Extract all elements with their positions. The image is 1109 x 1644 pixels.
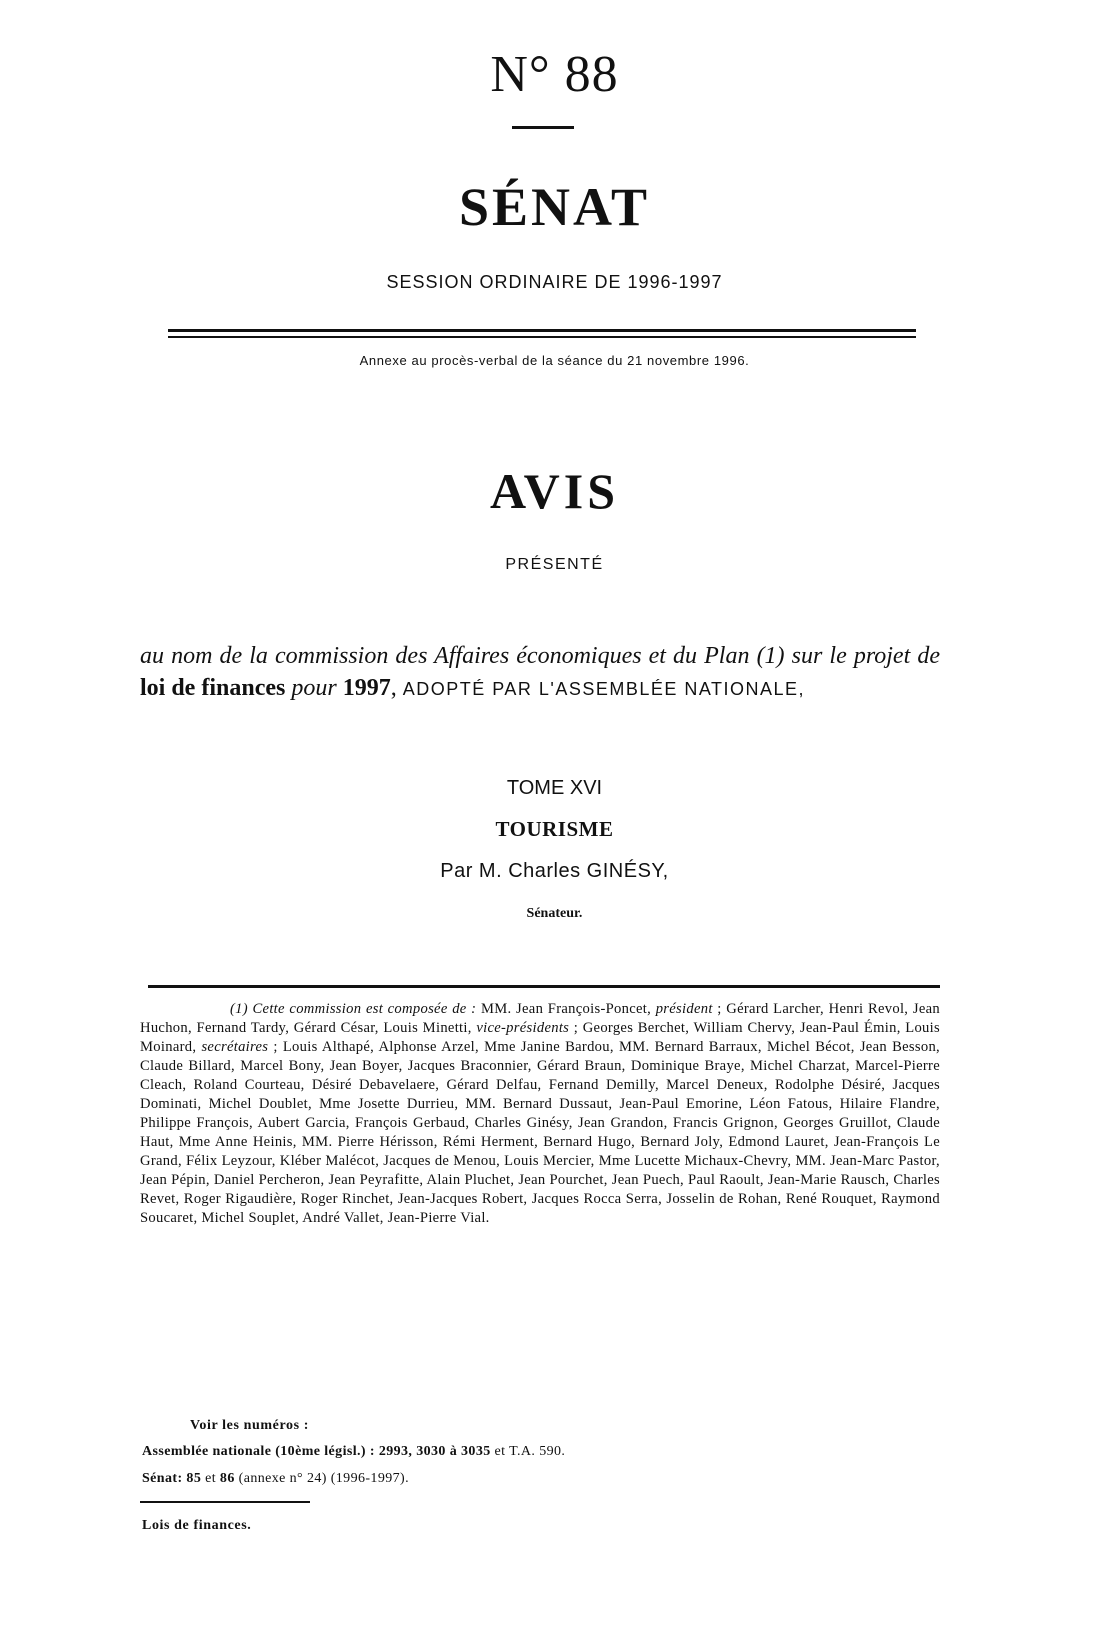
footnote-role: président — [655, 1001, 713, 1017]
reference-assemblee-ta: T.A. 590. — [505, 1444, 566, 1459]
references-label: Voir les numéros : — [190, 1418, 310, 1433]
reference-senat — [142, 1471, 409, 1487]
session-line: SESSION ORDINAIRE DE 1996-1997 — [386, 272, 723, 292]
reference-assemblee-numbers: 2993, 3030 à 3035 — [374, 1444, 495, 1459]
reference-assemblee-and: et — [494, 1444, 506, 1459]
intro-text: au nom de la commission des Affaires économiques et du Plan (1) sur le projet de — [140, 643, 940, 669]
divider-references — [140, 1501, 310, 1503]
intro-text-for: pour — [285, 675, 343, 701]
footnote-paragraph — [140, 1000, 940, 1228]
footnote-text: ; Louis Althapé, Alphonse Arzel, Mme Janine Bardou, MM. Bernard Barraux, Michel Bécot, Jean Besson, Claude Billard, Marcel Bony, Jean Boyer, Jacques Braconnier, Gérard Braun, Dominique Braye, Michel Charzat, Marcel-Pierre Cleach, Roland Courteau, Désiré Debavelaere, Gérard Delfau, Fernand Demilly, Marcel Deneux, Rodolphe Désiré, Jacques Dominati, Michel Doublet, Mme Josette Durrieu, MM. Bernard Dussaut, Jean-Paul Emorine, Léon Fatous, Hilaire Flandre, Philippe François, Aubert Garcia, François Gerbaud, Charles Ginésy, Jean Grandon, Francis Grignon, Georges Gruillot, Claude Haut, Mme Anne Heinis, MM. Pierre Hérisson, Rémi Herment, Bernard Hugo, Bernard Joly, Edmond Lauret, Jean-François Le Grand, Félix Leyzour, Kléber Malécot, Jacques de Menou, Louis Mercier, Mme Lucette Michaux-Chevry, MM. Jean-Marc Pastor, Jean Pépin, Daniel Percheron, Jean Peyrafitte, Alain Pluchet, Jean Pourchet, Jean Puech, Paul Raoult, Jean-Marie Rausch, Charles Revet, Roger Rigaudière, Roger Rinchet, Jean-Jacques Robert, Jacques Rocca Serra, Josselin de Rohan, René Rouquet, Raymond Soucaret, Michel Souplet, André Vallet, Jean-Pierre Vial. — [140, 1039, 940, 1226]
footnote-lead: (1) Cette commission est composée de : — [230, 1001, 477, 1017]
intro-bill-name: loi de finances — [140, 675, 286, 701]
reference-senat-label: Sénat: — [142, 1471, 183, 1486]
divider-double-top — [168, 329, 916, 332]
document-number: N° 88 — [490, 46, 619, 103]
reference-assemblee — [142, 1444, 565, 1460]
document-title: AVIS — [489, 463, 620, 519]
reference-senat-number: 85 — [182, 1471, 206, 1486]
divider-short — [512, 126, 574, 129]
footnote-role: secrétaires — [201, 1039, 269, 1055]
footnote-text: MM. Jean François-Poncet, — [476, 1001, 656, 1017]
footnote-role: vice-présidents — [476, 1020, 570, 1036]
footnote-text: ; Georges Berchet, William Chervy, Jean-Paul Émin, Louis Moinard, — [140, 1020, 940, 1055]
document-category: Lois de finances. — [142, 1518, 252, 1533]
presented-line: PRÉSENTÉ — [505, 556, 604, 573]
annexe-line: Annexe au procès-verbal de la séance du 21 novembre 1996. — [359, 353, 750, 368]
intro-comma: , — [390, 675, 403, 701]
tome-number: TOME XVI — [506, 777, 603, 799]
reference-assemblee-label: Assemblée nationale (10ème législ.) : — [142, 1444, 375, 1459]
author-role: Sénateur. — [526, 906, 583, 921]
tome-subject: TOURISME — [495, 817, 614, 841]
chamber-title: SÉNAT — [458, 177, 651, 237]
reference-senat-number2: 86 — [216, 1471, 239, 1486]
reference-senat-annexe: (annexe n° 24) — [238, 1471, 327, 1486]
divider-double-bottom — [168, 336, 916, 338]
footnote-text: ; Gérard Larcher, Henri Revol, Jean Huchon, Fernand Tardy, Gérard César, Louis Minetti, — [140, 1001, 940, 1036]
reference-senat-years: (1996-1997). — [326, 1471, 409, 1486]
intro-adopted: ADOPTÉ PAR L'ASSEMBLÉE NATIONALE, — [402, 679, 806, 699]
author-line: Par M. Charles GINÉSY, — [440, 860, 669, 882]
intro-year: 1997 — [342, 675, 391, 701]
reference-senat-and: et — [205, 1471, 217, 1486]
divider-footnote — [148, 985, 940, 988]
intro-paragraph — [140, 640, 940, 705]
